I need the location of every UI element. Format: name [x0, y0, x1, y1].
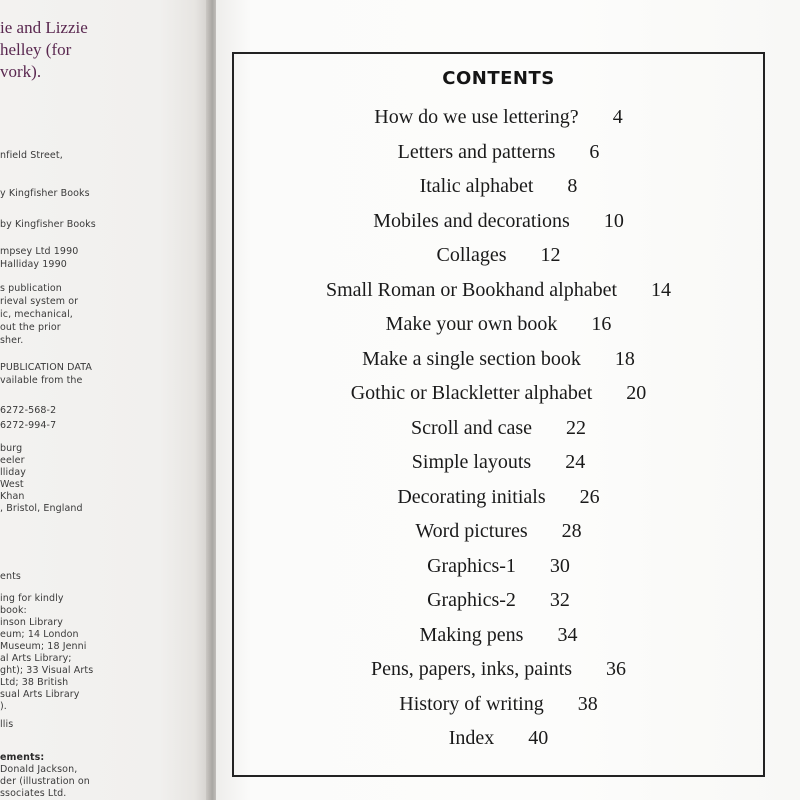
isbn-line: 6272-568-2: [0, 405, 57, 416]
acknowledgements-line: ).: [0, 701, 7, 712]
left-page: [0, 0, 212, 800]
imprint-line: mpsey Ltd 1990: [0, 246, 79, 257]
imprint-line: burg: [0, 443, 23, 454]
acknowledgements-line: Donald Jackson,: [0, 764, 78, 775]
toc-entry: [234, 106, 763, 129]
imprint-line: , Bristol, England: [0, 503, 83, 514]
imprint-line: y Kingfisher Books: [0, 188, 90, 199]
toc-entry-page: 36: [606, 658, 627, 680]
toc-entry-title: Italic alphabet: [419, 175, 534, 197]
acknowledgements-line: der (illustration on: [0, 776, 90, 787]
acknowledgements-line: ght); 33 Visual Arts: [0, 665, 94, 676]
imprint-line: eeler: [0, 455, 25, 466]
toc-entry-title: Decorating initials: [397, 486, 546, 508]
toc-entry-title: Pens, papers, inks, paints: [370, 658, 573, 680]
toc-entry-page: 16: [591, 313, 612, 335]
imprint-line: Halliday 1990: [0, 259, 67, 270]
acknowledgements-line: Ltd; 38 British: [0, 677, 69, 688]
toc-entry-title: Gothic or Blackletter alphabet: [350, 382, 593, 404]
imprint-line: ic, mechanical,: [0, 309, 73, 320]
toc-entry-title: How do we use lettering?: [374, 106, 579, 128]
toc-entry-page: 14: [651, 279, 672, 301]
toc-entry-page: 18: [614, 348, 635, 370]
toc-entry-title: Making pens: [419, 624, 524, 646]
imprint-line: by Kingfisher Books: [0, 219, 96, 230]
toc-entry: [234, 210, 763, 233]
acknowledgements-line: llis: [0, 719, 14, 730]
acknowledgements-line: ents: [0, 571, 21, 582]
credit-line: helley (for: [0, 40, 72, 59]
credit-line: vork).: [0, 62, 42, 81]
toc-entry-page: 38: [577, 693, 598, 715]
imprint-line: nfield Street,: [0, 150, 63, 161]
contents-box: [232, 52, 765, 777]
toc-entry-title: Collages: [436, 244, 507, 266]
toc-entry: [234, 589, 763, 612]
toc-entry: [234, 658, 763, 681]
toc-entry-title: History of writing: [399, 693, 544, 715]
toc-entry-page: 6: [589, 141, 600, 163]
toc-entry: [234, 279, 763, 302]
imprint-line: West: [0, 479, 24, 490]
toc-entry: [234, 520, 763, 543]
toc-entry: [234, 486, 763, 509]
isbn-line: 6272-994-7: [0, 420, 57, 431]
contents-title: CONTENTS: [442, 68, 555, 89]
toc-entry-page: 40: [528, 727, 549, 749]
toc-entry-title: Graphics-2: [427, 589, 516, 611]
toc-entry-page: 20: [626, 382, 647, 404]
toc-entry-page: 4: [612, 106, 623, 128]
toc-entry-page: 28: [561, 520, 582, 542]
imprint-line: vailable from the: [0, 375, 83, 386]
acknowledgements-line: sual Arts Library: [0, 689, 80, 700]
toc-entry-page: 8: [567, 175, 578, 197]
toc-entry-title: Word pictures: [415, 520, 528, 542]
toc-entry: [234, 624, 763, 647]
toc-entry-page: 12: [540, 244, 561, 266]
imprint-line: rieval system or: [0, 296, 79, 307]
toc-entry-title: Make a single section book: [362, 348, 581, 370]
toc-entry: [234, 244, 763, 267]
toc-entry-page: 24: [565, 451, 586, 473]
toc-entry: [234, 382, 763, 405]
toc-entry-page: 10: [603, 210, 624, 232]
imprint-line: Khan: [0, 491, 25, 502]
toc-entry-title: Scroll and case: [410, 417, 533, 439]
acknowledgements-heading: ements:: [0, 752, 45, 763]
toc-entry-page: 26: [579, 486, 600, 508]
acknowledgements-line: ssociates Ltd.: [0, 788, 67, 799]
acknowledgements-line: al Arts Library;: [0, 653, 72, 664]
toc-entry: [234, 175, 763, 198]
imprint-line: s publication: [0, 283, 62, 294]
toc-entry-title: Letters and patterns: [397, 141, 556, 163]
toc-entry-page: 30: [549, 555, 570, 577]
acknowledgements-line: inson Library: [0, 617, 63, 628]
acknowledgements-line: Museum; 18 Jenni: [0, 641, 87, 652]
toc-entry-page: 32: [549, 589, 570, 611]
acknowledgements-line: ing for kindly: [0, 593, 64, 604]
toc-entry: [234, 451, 763, 474]
toc-entry-title: Small Roman or Bookhand alphabet: [325, 279, 618, 301]
credit-line: ie and Lizzie: [0, 18, 88, 37]
toc-entry-title: Graphics-1: [427, 555, 516, 577]
imprint-line: sher.: [0, 335, 24, 346]
toc-entry-title: Mobiles and decorations: [373, 210, 570, 232]
toc-entry: [234, 348, 763, 371]
toc-entry: [234, 727, 763, 750]
toc-entry-page: 22: [566, 417, 587, 439]
acknowledgements-line: eum; 14 London: [0, 629, 79, 640]
imprint-line: lliday: [0, 467, 26, 478]
toc-entry-page: 34: [557, 624, 578, 646]
toc-entry-title: Index: [448, 727, 495, 749]
acknowledgements-line: book:: [0, 605, 27, 616]
toc-entry-title: Simple layouts: [411, 451, 532, 473]
imprint-line: PUBLICATION DATA: [0, 362, 92, 373]
toc-entry: [234, 693, 763, 716]
toc-entry: [234, 141, 763, 164]
imprint-line: out the prior: [0, 322, 61, 333]
toc-entry: [234, 313, 763, 336]
toc-entry: [234, 417, 763, 440]
toc-entry: [234, 555, 763, 578]
toc-entry-title: Make your own book: [385, 313, 558, 335]
